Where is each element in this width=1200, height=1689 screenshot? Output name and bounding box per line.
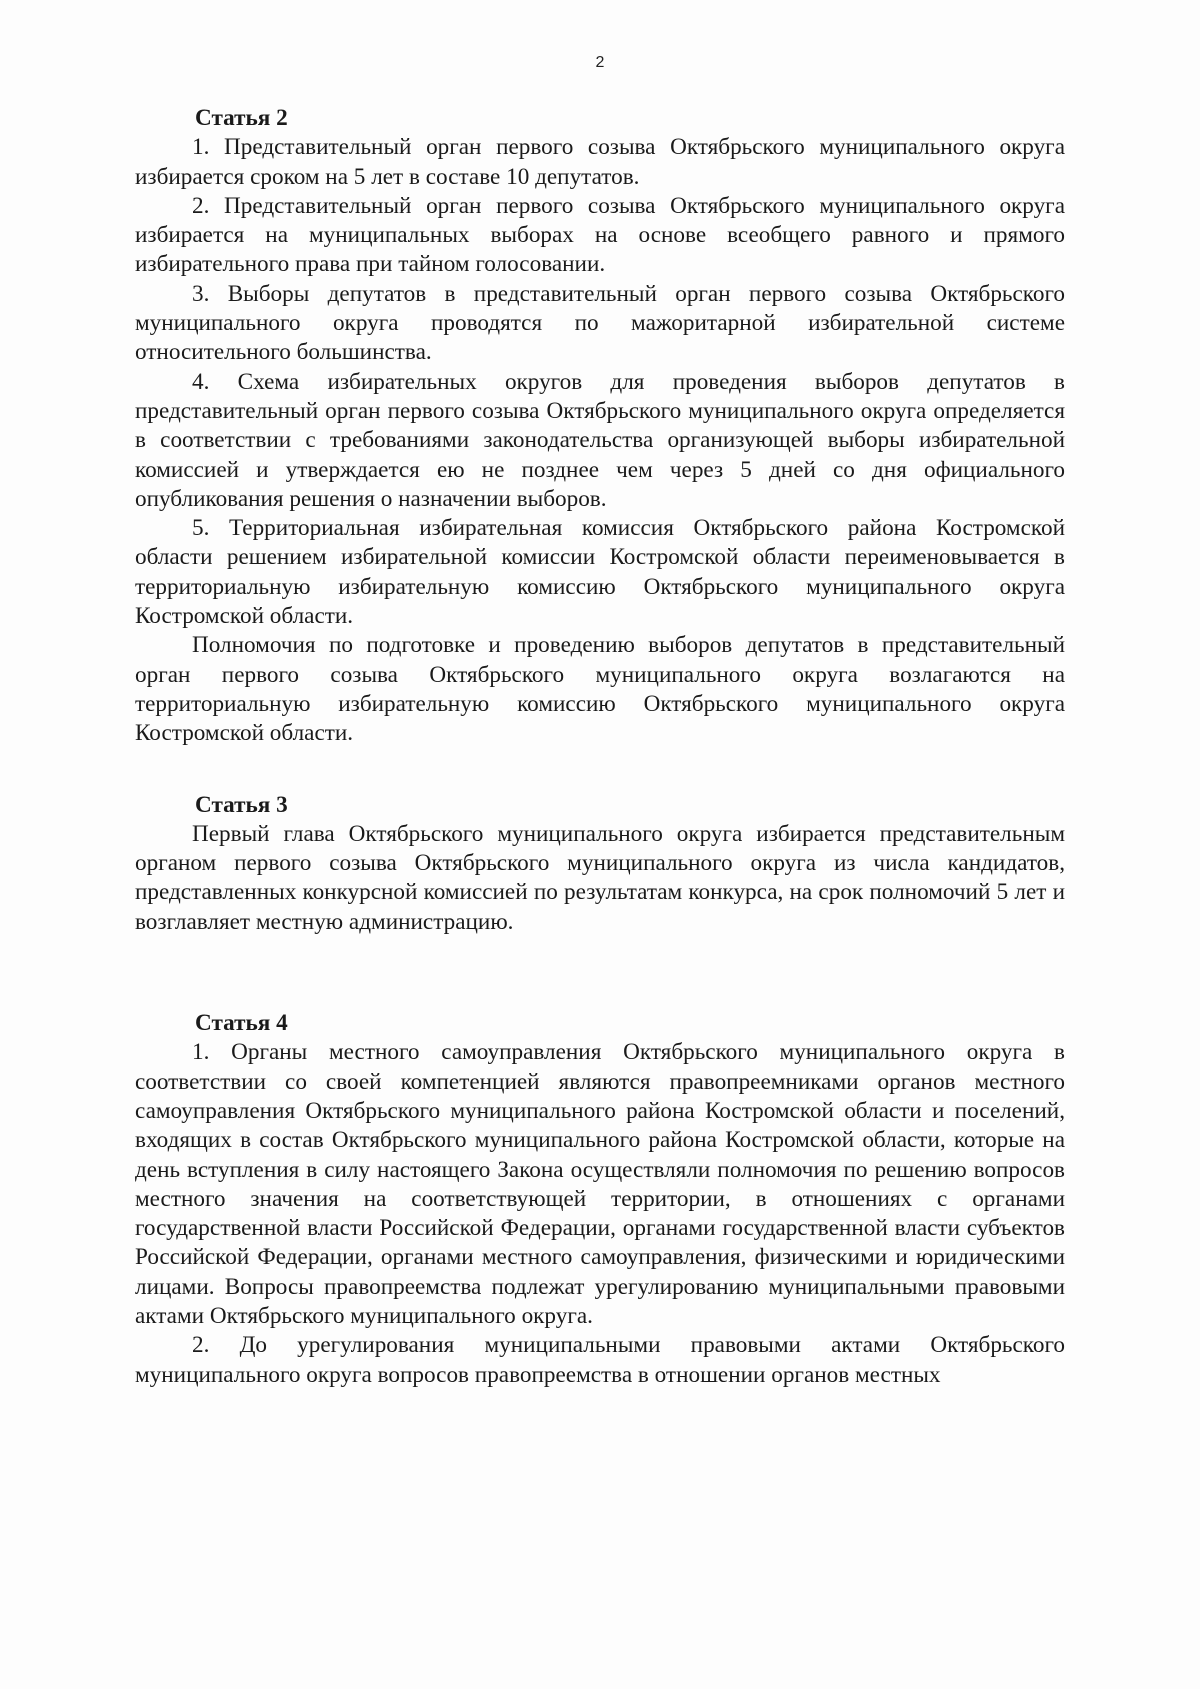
page-number: 2 bbox=[595, 54, 605, 71]
article-title: Статья 4 bbox=[195, 1010, 288, 1037]
article-4 bbox=[135, 1009, 1065, 1390]
article-title: Статья 3 bbox=[195, 791, 288, 818]
paragraph: Первый глава Октябрьского муниципального округа избирается представительным органом первого созыва Октябрьского муниципального округа из числа кандидатов, представленных конкурсной комиссией по результатам конкурса, на срок полномочий 5 лет и возглавляет местную администрацию. bbox=[135, 820, 1065, 935]
paragraph: 4. Схема избирательных округов для проведения выборов депутатов в представительный орган первого созыва Октябрьского муниципального округа определяется в соответствии с требованиями законодательства организующей выборы избирательной комиссией и утверждается ею не позднее чем через 5 дней со дня официального опубликования решения о назначении выборов. bbox=[135, 368, 1065, 512]
paragraph: 2. До урегулирования муниципальными правовыми актами Октябрьского муниципального округа вопросов правопреемства в отношении органов местных bbox=[135, 1332, 1065, 1388]
paragraph: 1. Органы местного самоуправления Октябрьского муниципального округа в соответствии со своей компетенцией являются правопреемниками органов местного самоуправления Октябрьского муниципального района Костромской области и поселений, входящих в состав Октябрьского муниципального района Костромской области, которые на день вступления в силу настоящего Закона осуществляли полномочия по решению вопросов местного значения на соответствующей территории, в отношениях с органами государственной власти Российской Федерации, органами государственной власти субъектов Российской Федерации, органами местного самоуправления, физическими и юридическими лицами. Вопросы правопреемства подлежат урегулированию муниципальными правовыми актами Октябрьского муниципального округа. bbox=[135, 1039, 1065, 1329]
article-2 bbox=[135, 104, 1065, 749]
paragraph: 3. Выборы депутатов в представительный орган первого созыва Октябрьского муниципального округа проводятся по мажоритарной избирательной системе относительного большинства. bbox=[135, 280, 1065, 366]
paragraph: 5. Территориальная избирательная комиссия Октябрьского района Костромской области решением избирательной комиссии Костромской области переименовывается в территориальную избирательную комиссию Октябрьского муниципального округа Костромской области. bbox=[135, 515, 1065, 630]
paragraph: 1. Представительный орган первого созыва Октябрьского муниципального округа избирается сроком на 5 лет в составе 10 депутатов. bbox=[135, 134, 1065, 190]
paragraph: 2. Представительный орган первого созыва Октябрьского муниципального округа избирается на муниципальных выборах на основе всеобщего равного и прямого избирательного права при тайном голосовании. bbox=[135, 192, 1065, 278]
spacer bbox=[135, 937, 1065, 1009]
document-body bbox=[135, 104, 1065, 1390]
article-title: Статья 2 bbox=[195, 105, 288, 131]
spacer bbox=[135, 749, 1065, 791]
paragraph: Полномочия по подготовке и проведению выборов депутатов в представительный орган первого созыва Октябрьского муниципального округа возлагаются на территориальную избирательную комиссию Октябрьского муниципального округа Костромской области. bbox=[135, 632, 1065, 747]
article-3 bbox=[135, 791, 1065, 937]
